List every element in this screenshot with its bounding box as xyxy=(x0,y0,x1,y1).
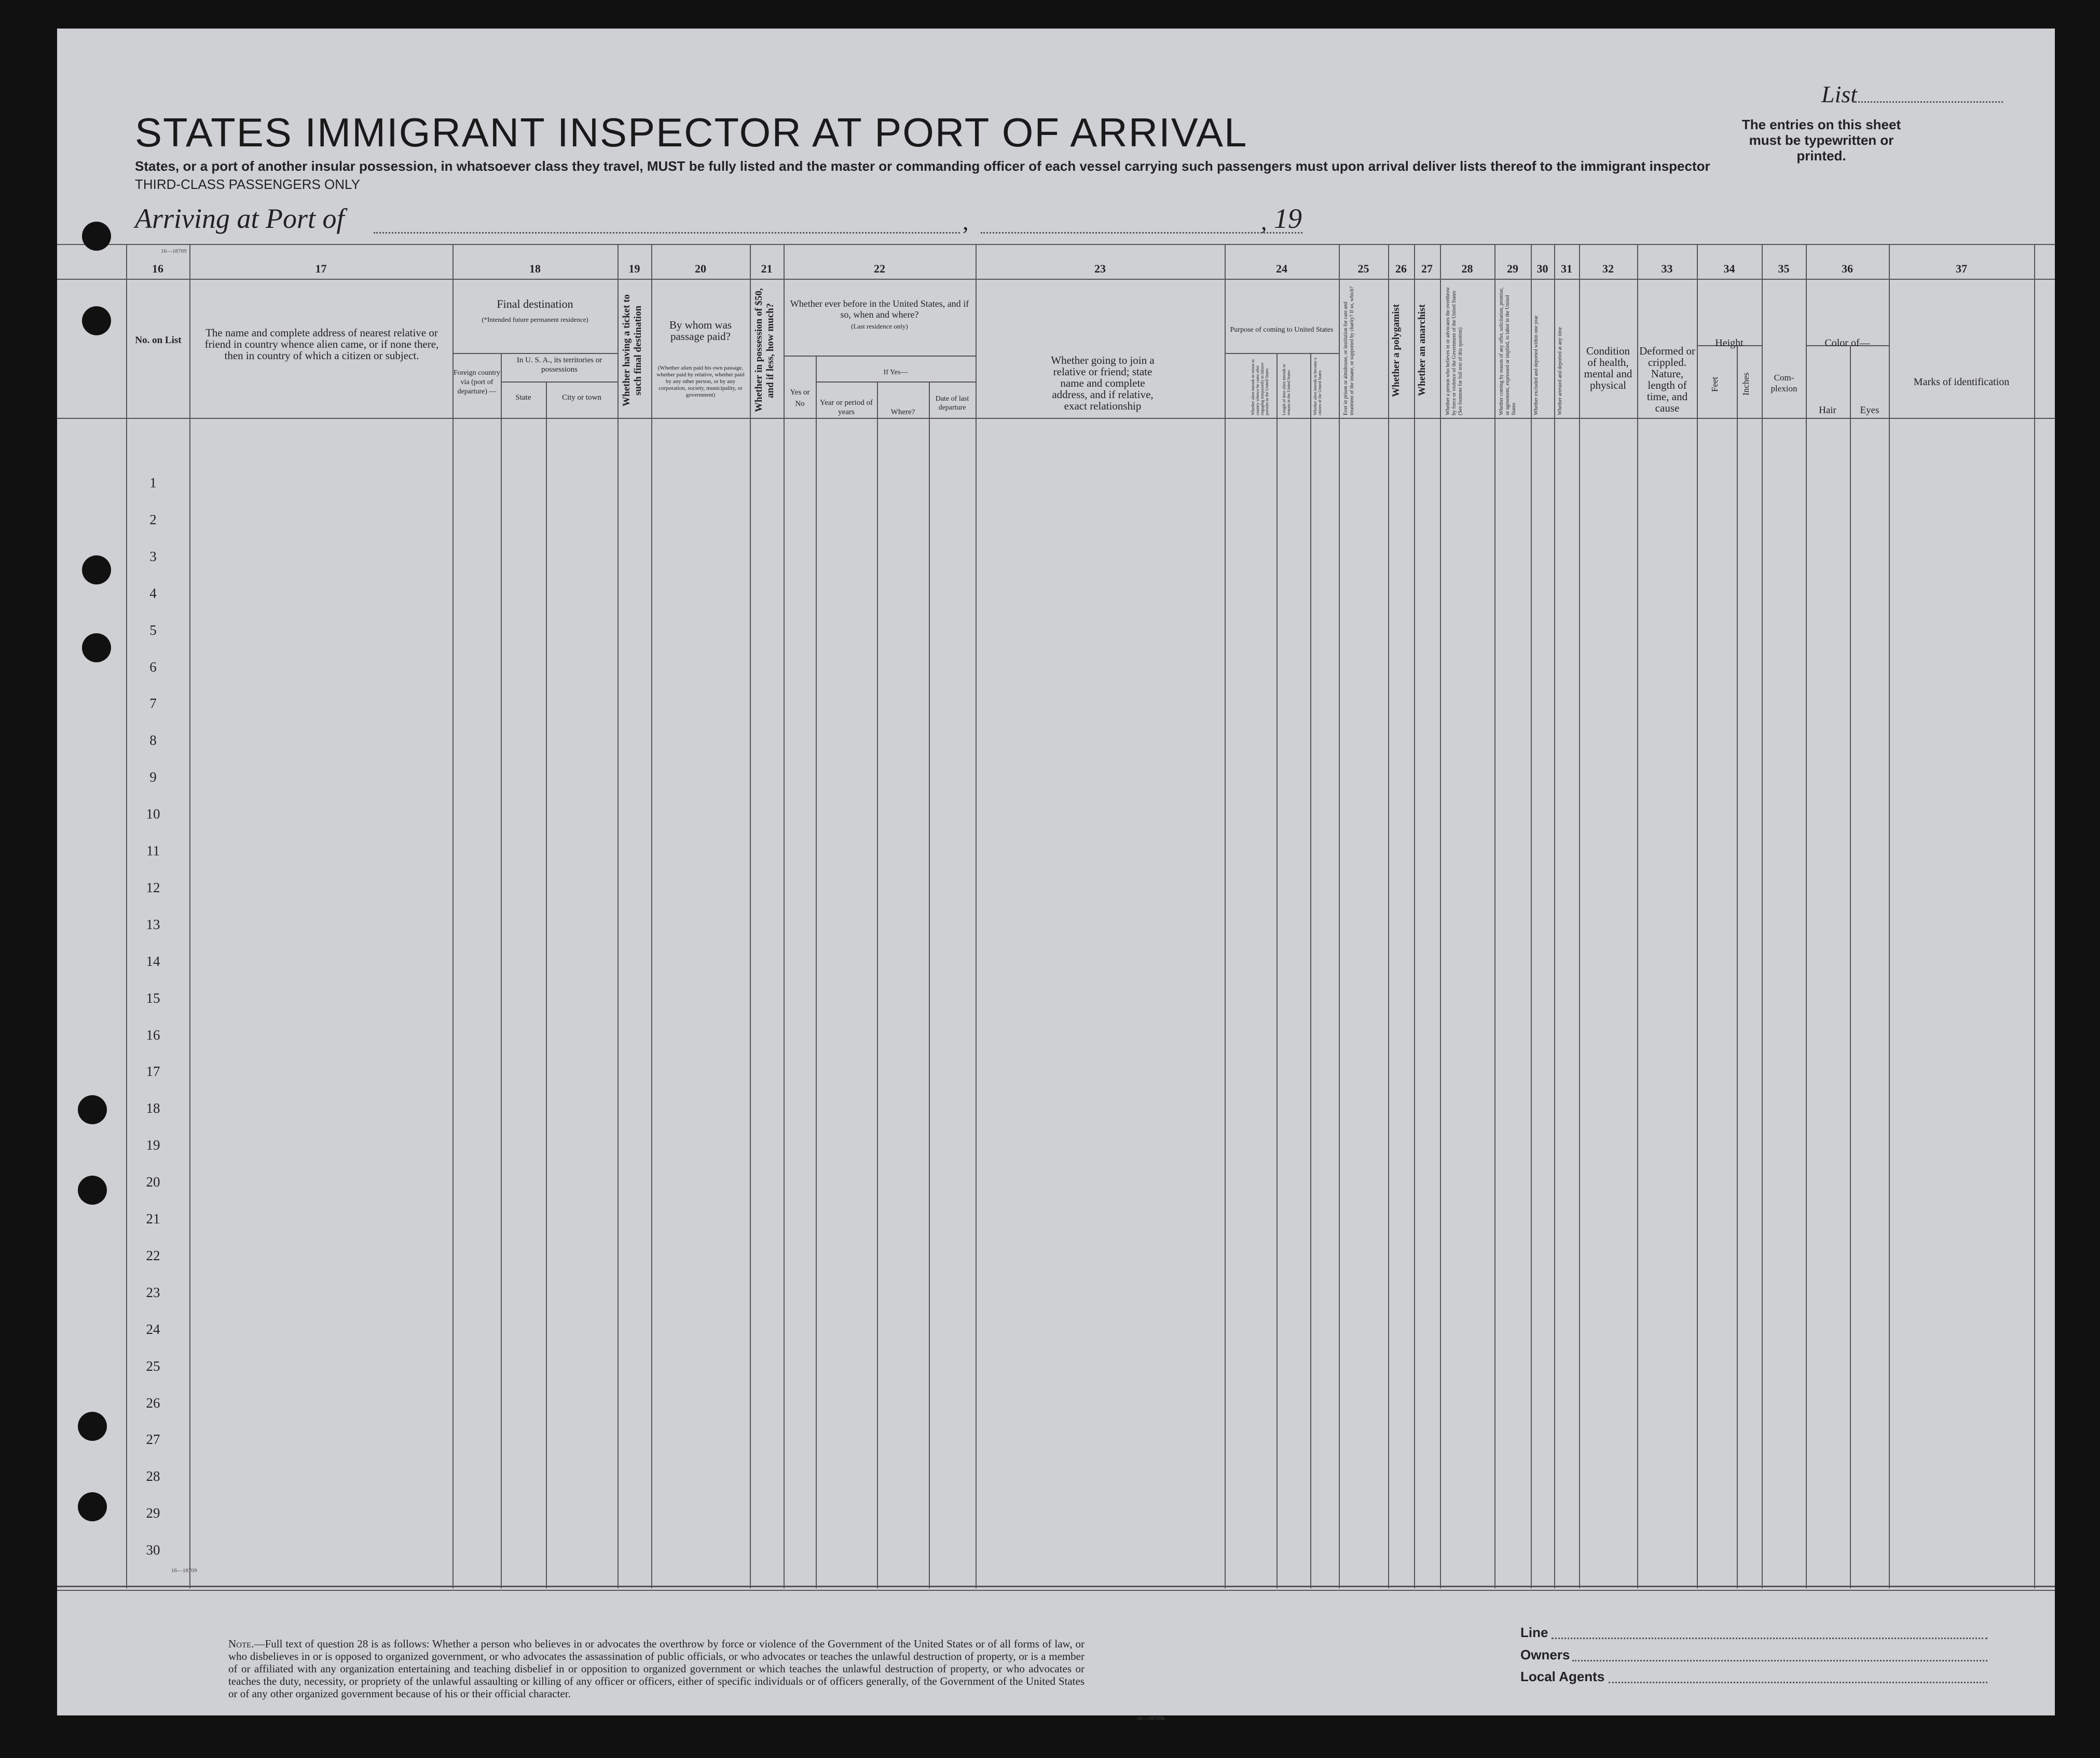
col-line xyxy=(126,244,127,1588)
row-number: 6 xyxy=(149,659,157,675)
row-number: 21 xyxy=(146,1211,160,1226)
col-line xyxy=(1440,244,1441,1588)
agents-label: Local Agents xyxy=(1520,1669,1605,1684)
punch-hole xyxy=(82,306,111,335)
colnum-34: 34 xyxy=(1723,262,1735,275)
col-line xyxy=(976,244,977,1588)
comma: , xyxy=(963,208,969,235)
form-subtitle: States, or a port of another insular possession, in whatsoever class they travel, MUST be fully listed and the master or commanding officer of each vessel carrying such passengers must upon arrival deliver lists thereof to the immigrant inspector xyxy=(135,158,1710,174)
footnote-text: —Full text of question 28 is as follows: Whether a person who believes in or advocates the overthrow by force or violence of the Government of the United States or of all forms of law, or who disbelieves in or is opposed to organized government, or who advocates the assassination of public officials, or who advocates or teaches the unlawful destruction of property, or is a member of or affiliated with any organization entertaining and teaching disbelief in or opposition to organized government or which teaches the unlawful destruction of property, or who advocates or teaches the duty, necessity, or propriety of the unlawful assaulting or killing of any officer or officers, either of specific individuals or of officers generally, of the Government of the United States or of any other organized government because of his or their official character. xyxy=(228,1638,1085,1700)
col-line xyxy=(1225,244,1226,1588)
entries-note: The entries on this sheet must be typewritten or printed. xyxy=(1741,117,1901,163)
colnum-18: 18 xyxy=(529,262,541,275)
row-number: 4 xyxy=(149,585,157,601)
row-number: 25 xyxy=(146,1358,160,1374)
punch-hole xyxy=(78,1176,107,1205)
colnum-35: 35 xyxy=(1778,262,1790,275)
hdr-period: Year or period of years xyxy=(819,399,873,416)
row-number: 26 xyxy=(146,1395,160,1411)
form-id-top: 16—18709 xyxy=(161,248,187,254)
row-number: 28 xyxy=(146,1468,160,1484)
hdr-fifty-dollars: Whether in possession of $50, and if less, how much? xyxy=(753,288,776,413)
hdr-offer-labor: Whether coming by reason of any offer, solicitation, promise, or agreement, expressed or implied, to labor in the United States xyxy=(1499,287,1517,415)
hdr-anarchist: Whether an anarchist xyxy=(1417,304,1428,397)
col-line xyxy=(1579,244,1580,1588)
col-line xyxy=(929,381,930,1588)
col-line xyxy=(1310,353,1311,1588)
row-number: 29 xyxy=(146,1505,160,1521)
colnum-16: 16 xyxy=(152,262,163,275)
colnum-26: 26 xyxy=(1395,262,1407,275)
hdr-where: Where? xyxy=(890,408,915,416)
row-number: 10 xyxy=(146,806,160,822)
hdr-passage-sub: (Whether alien paid his own passage, whether paid by relative, whether paid by any other person, or by any corporation, society, municipality, or government) xyxy=(656,365,745,398)
row-number: 11 xyxy=(146,843,160,858)
row-number: 20 xyxy=(146,1174,160,1190)
col-line xyxy=(452,244,454,1588)
row-number: 15 xyxy=(146,990,160,1006)
table-bottom-line xyxy=(57,1586,2055,1587)
colnum-24: 24 xyxy=(1276,262,1287,275)
row-number: 8 xyxy=(149,732,157,748)
row-number: 19 xyxy=(146,1137,160,1153)
subhdr-line xyxy=(501,381,617,383)
colnum-21: 21 xyxy=(761,262,773,275)
row-number: 18 xyxy=(146,1100,160,1116)
row-number: 12 xyxy=(146,880,160,895)
third-class-label: THIRD-CLASS PASSENGERS ONLY xyxy=(135,176,360,192)
colnum-30: 30 xyxy=(1536,262,1548,275)
hdr-purpose: Purpose of coming to United States xyxy=(1230,326,1334,334)
date-line xyxy=(981,232,1302,234)
col-line xyxy=(1697,244,1698,1588)
colnum-22: 22 xyxy=(874,262,885,275)
hdr-overthrow: Whether a person who believes in or advocates the overthrow by force or violence of the Government of the United States (See footnote for full text of this question) xyxy=(1445,287,1463,415)
hdr-complexion: Com- plexion xyxy=(1770,373,1797,393)
footnote xyxy=(228,1638,1085,1700)
col-line xyxy=(617,244,619,1588)
col-line xyxy=(1339,244,1340,1588)
line-label: Line xyxy=(1520,1625,1548,1640)
hdr-if-yes: If Yes— xyxy=(883,369,908,376)
hdr-height: Height xyxy=(1715,337,1744,349)
col-line xyxy=(816,356,817,1588)
punch-hole xyxy=(78,1412,107,1441)
colnum-27: 27 xyxy=(1421,262,1433,275)
col-line xyxy=(1850,345,1851,1588)
agents-field xyxy=(1609,1682,1987,1683)
colnum-29: 29 xyxy=(1507,262,1518,275)
subhdr-line xyxy=(1225,353,1339,354)
subhdr-line xyxy=(784,356,976,357)
form-id-bottom: 16—18709 xyxy=(171,1568,197,1574)
form-title: STATES IMMIGRANT INSPECTOR AT PORT OF ARRIVAL xyxy=(135,110,1248,155)
col-line xyxy=(1531,244,1532,1588)
hdr-ever-before-sub: (Last residence only) xyxy=(851,322,908,330)
hdr-purpose-a: Whether alien intends to return to country whence he came after engaging temporarily in laborer pursuits in the United States xyxy=(1251,359,1269,415)
punch-hole xyxy=(78,1492,107,1521)
hdr-purpose-b: Length of time alien intends to remain in the United States xyxy=(1282,364,1291,415)
hdr-state: State xyxy=(515,393,531,402)
row-number: 9 xyxy=(149,769,157,785)
colnum-32: 32 xyxy=(1602,262,1614,275)
punch-hole xyxy=(82,555,111,584)
row-number: 22 xyxy=(146,1248,160,1263)
row-number: 24 xyxy=(146,1321,160,1337)
table-top-line xyxy=(57,244,2055,245)
punch-hole xyxy=(78,1095,107,1124)
row-number: 23 xyxy=(146,1285,160,1300)
col-line xyxy=(1806,244,1807,1588)
form-id-note: 16—18709b xyxy=(1136,1715,1165,1722)
col-line xyxy=(1388,244,1389,1588)
colnum-23: 23 xyxy=(1094,262,1106,275)
row-number: 13 xyxy=(146,917,160,932)
footnote-label: Note. xyxy=(228,1638,254,1650)
hdr-in-usa: In U. S. A., its territories or possessions xyxy=(516,356,602,374)
hdr-ever-before: Whether ever before in the United States, and if so, when and where? xyxy=(790,298,969,320)
hdr-city: City or town xyxy=(562,393,601,402)
col-line xyxy=(1889,244,1890,1588)
row-number: 7 xyxy=(149,696,157,711)
list-number-line xyxy=(1852,101,2003,103)
arriving-label: Arriving at Port of xyxy=(135,203,345,234)
col-line xyxy=(1277,353,1278,1588)
year-prefix: 19 xyxy=(1274,203,1302,234)
hdr-join-relative: Whether going to join a relative or friend; state name and complete address, and if relative, exact relationship xyxy=(1051,354,1155,412)
hdr-yes-no: Yes or No xyxy=(790,388,810,408)
col-line xyxy=(189,244,190,1588)
hdr-inches: Inches xyxy=(1741,372,1751,396)
hdr-nearest-relative: The name and complete address of nearest relative or friend in country whence alien came, or if none there, then in country of which a citizen or subject. xyxy=(204,326,439,362)
colnum-19: 19 xyxy=(628,262,640,275)
colnum-25: 25 xyxy=(1357,262,1369,275)
hdr-foreign-country: Foreign country via (port of departure) — xyxy=(454,369,500,396)
port-line xyxy=(374,232,960,234)
table-bottom-line-2 xyxy=(57,1590,2055,1591)
hdr-feet: Feet xyxy=(1710,376,1720,392)
col-line xyxy=(750,244,751,1588)
row-number: 2 xyxy=(149,512,157,527)
hdr-hair: Hair xyxy=(1819,405,1836,416)
hdr-passage: By whom was passage paid? xyxy=(669,319,732,343)
col-line xyxy=(784,244,785,1588)
colnum-33: 33 xyxy=(1661,262,1673,275)
hdr-purpose-c: Whether alien intends to become a citizen of the United States xyxy=(1313,358,1322,415)
colnum-line xyxy=(57,279,2055,280)
hdr-eyes: Eyes xyxy=(1860,405,1879,416)
colnum-20: 20 xyxy=(695,262,706,275)
row-number: 16 xyxy=(146,1027,160,1043)
header-bottom-line xyxy=(57,418,2055,419)
col-line xyxy=(2034,244,2035,1588)
row-number: 17 xyxy=(146,1064,160,1079)
hdr-prison: Ever in prison or almshouse, or institution for care and treatment of the insane, or supported by charity? If so, which? xyxy=(1343,286,1355,415)
colnum-31: 31 xyxy=(1561,262,1572,275)
hdr-final-destination-sub: (*Intended future permanent residence) xyxy=(482,316,588,323)
row-number: 27 xyxy=(146,1432,160,1447)
hdr-ticket: Whether having a ticket to such final destination xyxy=(621,294,643,407)
col-line xyxy=(1737,345,1738,1588)
hdr-deformed: Deformed or crippled. Nature, length of time, and cause xyxy=(1639,345,1695,414)
hdr-arrested: Whether arrested and deported at any time xyxy=(1557,327,1563,415)
col-line xyxy=(501,353,502,1588)
form-sheet xyxy=(57,29,2055,1722)
hdr-color-of: Color of— xyxy=(1824,337,1870,349)
hdr-excluded: Whether excluded and deported within one year xyxy=(1533,315,1539,415)
row-number: 3 xyxy=(149,549,157,564)
punch-hole xyxy=(82,633,111,662)
subhdr-line xyxy=(816,381,976,383)
col-line xyxy=(651,244,652,1588)
colnum-28: 28 xyxy=(1461,262,1473,275)
row-number: 30 xyxy=(146,1542,160,1558)
hdr-health: Condition of health, mental and physical xyxy=(1584,345,1632,391)
owners-label: Owners xyxy=(1520,1647,1570,1662)
col-line xyxy=(1414,244,1415,1588)
colnum-17: 17 xyxy=(315,262,327,275)
col-line xyxy=(877,381,878,1588)
hdr-no-on-list: No. on List xyxy=(135,335,182,346)
col-line xyxy=(1762,244,1763,1588)
row-number: 14 xyxy=(146,953,160,969)
line-field xyxy=(1552,1638,1987,1639)
hdr-marks: Marks of identification xyxy=(1913,376,2010,388)
colnum-36: 36 xyxy=(1842,262,1853,275)
hdr-polygamist: Whether a polygamist xyxy=(1391,304,1402,397)
hdr-final-destination: Final destination xyxy=(497,297,573,310)
hdr-date-last-departure: Date of last departure xyxy=(935,395,969,412)
col-line xyxy=(1494,244,1495,1588)
comma-2: , xyxy=(1261,208,1267,235)
owners-field xyxy=(1572,1660,1987,1661)
list-label: List xyxy=(1821,81,1858,107)
col-line xyxy=(546,381,547,1588)
colnum-37: 37 xyxy=(1956,262,1967,275)
punch-hole xyxy=(82,222,111,251)
col-line xyxy=(1554,244,1555,1588)
row-number: 5 xyxy=(149,622,157,638)
col-line xyxy=(1637,244,1638,1588)
row-number: 1 xyxy=(149,475,157,490)
